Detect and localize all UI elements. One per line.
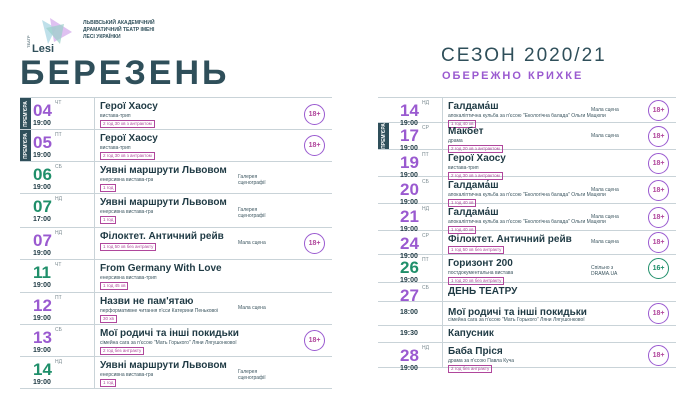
age-rating-badge: 18+ xyxy=(648,303,669,324)
event-row xyxy=(378,150,676,177)
row-divider xyxy=(442,98,443,122)
row-divider xyxy=(94,194,95,227)
event-title: Галдама́ш xyxy=(448,101,499,112)
event-venue: Мала сцена xyxy=(238,305,266,311)
day-number: 11 xyxy=(33,263,51,282)
theatre-logo xyxy=(20,14,180,54)
row-divider xyxy=(442,326,443,342)
day-of-week: ЧТ xyxy=(55,262,62,268)
event-genre: енерсивна вистава-трип xyxy=(100,275,157,281)
event-venue: Мала сцена xyxy=(238,240,266,246)
event-title: Мої родичі та інші покидьки xyxy=(448,307,587,318)
premiere-tag: ПРЕМ'ЄРА xyxy=(20,98,31,129)
event-title: Уявні маршрути Львовом xyxy=(100,165,227,176)
event-genre: вистава-трип xyxy=(100,145,131,151)
row-divider xyxy=(442,231,443,254)
duration-badge: 2 год без антракту xyxy=(448,365,492,373)
row-divider xyxy=(94,357,95,388)
event-title: Герої Хаосу xyxy=(448,153,506,164)
day-of-week: ПТ xyxy=(55,295,62,301)
event-time: 19:00 xyxy=(33,379,51,386)
event-time: 19:00 xyxy=(400,277,418,284)
event-row xyxy=(378,255,676,283)
event-time: 19:00 xyxy=(33,120,51,127)
event-time: 19:00 xyxy=(33,250,51,257)
duration-badge: 2 год 30 хв з антрактом xyxy=(100,120,155,128)
row-divider xyxy=(94,325,95,356)
day-number: 13 xyxy=(33,328,52,347)
svg-text:ТЕАТР: ТЕАТР xyxy=(26,35,31,48)
event-row xyxy=(378,204,676,231)
duration-badge: 1 год 50 хв без антракту xyxy=(448,246,504,254)
day-number: 14 xyxy=(33,360,52,379)
event-time: 19:30 xyxy=(400,329,418,337)
age-rating-badge: 18+ xyxy=(648,180,669,201)
age-rating-badge: 18+ xyxy=(304,233,325,254)
schedule-right xyxy=(378,97,676,372)
row-divider xyxy=(442,255,443,282)
day-of-week: СБ xyxy=(422,179,429,185)
event-venue: Мала сцена xyxy=(591,213,619,220)
event-title: Галдама́ш xyxy=(448,180,499,191)
event-time: 19:00 xyxy=(33,347,51,354)
event-genre: драма xyxy=(448,138,463,144)
event-title: Баба Пріся xyxy=(448,346,503,357)
event-genre: енерсивна вистава-гра xyxy=(100,372,154,378)
event-genre: вистава-трип xyxy=(100,113,131,119)
duration-badge: 2 год 30 хв з антрактом xyxy=(100,152,155,160)
row-divider xyxy=(94,162,95,193)
event-row xyxy=(20,260,332,293)
duration-badge: 1 год 40 хв xyxy=(448,120,476,128)
day-of-week: СР xyxy=(422,233,429,239)
duration-badge: 1 год 40 хв xyxy=(448,199,476,207)
event-title: ДЕНЬ ТЕАТРУ xyxy=(448,286,518,297)
event-row xyxy=(20,293,332,325)
event-row xyxy=(378,343,676,372)
row-divider xyxy=(442,123,443,149)
event-row xyxy=(20,228,332,260)
day-of-week: ЧТ xyxy=(55,100,62,106)
day-of-week: СБ xyxy=(422,285,429,291)
day-of-week: НД xyxy=(422,100,429,106)
event-title: Уявні маршрути Львовом xyxy=(100,197,227,208)
duration-badge: 1 год xyxy=(100,184,116,192)
event-time: 19:00 xyxy=(33,282,51,289)
day-of-week: СБ xyxy=(55,327,62,333)
day-number: 04 xyxy=(33,101,52,120)
day-number: 28 xyxy=(400,346,419,365)
event-row xyxy=(378,97,676,127)
day-of-week: СБ xyxy=(55,164,62,170)
day-of-week: ПТ xyxy=(55,132,62,138)
event-title: Уявні маршрути Львовом xyxy=(100,360,227,371)
event-title: Філоктет. Античний рейв xyxy=(100,231,224,242)
day-number: 06 xyxy=(33,165,52,184)
duration-badge: 1 год xyxy=(100,216,116,224)
event-title: Капусник xyxy=(448,327,494,339)
row-divider xyxy=(442,204,443,230)
age-rating-badge: 18+ xyxy=(648,100,669,121)
event-venue: Спільно з DRAMA.UA xyxy=(591,265,618,277)
event-row xyxy=(20,97,332,130)
event-venue: Галерея сценографії xyxy=(238,174,266,186)
event-time: 19:00 xyxy=(400,226,418,233)
event-title: Мої родичі та інші покидьки xyxy=(100,328,239,339)
event-row xyxy=(378,326,676,343)
duration-badge: 30 хв xyxy=(100,315,117,323)
day-of-week: НД xyxy=(55,196,62,202)
event-genre: вистава-трип xyxy=(448,165,479,171)
month-title: БЕРЕЗЕНЬ xyxy=(20,54,230,92)
row-divider xyxy=(442,283,443,301)
event-title: Герої Хаосу xyxy=(100,133,158,144)
row-divider xyxy=(94,260,95,292)
event-row xyxy=(378,302,676,326)
premiere-tag: ПРЕМ'ЄРА xyxy=(20,130,31,161)
event-genre: сімейна сага за п'єсою "Мать Горького" Ляни Лягушонкової xyxy=(448,317,585,323)
event-venue: Мала сцена xyxy=(591,132,619,139)
event-row xyxy=(20,162,332,194)
age-rating-badge: 18+ xyxy=(304,104,325,125)
premiere-tag: ПРЕМ'ЄРА xyxy=(378,123,389,149)
event-genre: перформативне читання п'єси Катерини Пенькової xyxy=(100,308,219,314)
schedule-left xyxy=(20,97,332,389)
event-row xyxy=(20,130,332,162)
event-row xyxy=(20,194,332,228)
duration-badge: 2 год без антракту xyxy=(100,347,144,355)
age-rating-badge: 18+ xyxy=(648,126,669,147)
day-of-week: НД xyxy=(55,230,62,236)
duration-badge: 2 год 20 хв з антрактом xyxy=(448,145,503,153)
event-genre: драма за п'єсою Павла Куча xyxy=(448,358,515,364)
event-time: 19:00 xyxy=(33,152,51,159)
event-title: Макбет xyxy=(448,126,484,137)
event-venue: Мала сцена xyxy=(591,239,619,245)
row-divider xyxy=(442,343,443,367)
event-title: From Germany With Love xyxy=(100,263,222,274)
event-time: 19:00 xyxy=(400,172,418,179)
row-divider xyxy=(94,130,95,161)
age-rating-badge: 18+ xyxy=(304,330,325,351)
event-time: 19:00 xyxy=(400,199,418,206)
day-of-week: ПТ xyxy=(422,152,429,158)
day-number: 19 xyxy=(400,153,419,172)
day-number: 07 xyxy=(33,231,52,250)
day-of-week: НД xyxy=(55,359,62,365)
event-time: 18:00 xyxy=(400,309,418,316)
duration-badge: 1 год 45 хв xyxy=(100,282,128,290)
day-of-week: НД xyxy=(422,345,429,351)
event-venue: Галерея сценографії xyxy=(238,207,266,219)
event-genre: енерсивна вистава-гра xyxy=(100,209,154,215)
age-rating-badge: 18+ xyxy=(648,153,669,174)
event-row xyxy=(20,357,332,389)
row-divider xyxy=(442,177,443,203)
event-title: Нaзви не пам'ятаю xyxy=(100,296,194,307)
event-title: Філоктет. Античний рейв xyxy=(448,234,572,245)
row-divider xyxy=(94,293,95,324)
event-genre: постдокументальна вистава xyxy=(448,270,514,276)
age-rating-badge: 18+ xyxy=(648,232,669,253)
age-rating-badge: 16+ xyxy=(648,258,669,279)
theatre-name: ЛЬВІВСЬКИЙ АКАДЕМІЧНИЙ ДРАМАТИЧНИЙ ТЕАТР ІМЕНІ ЛЕСІ УКРАЇНКИ xyxy=(83,20,155,40)
event-genre: енерсивна вистава-гра xyxy=(100,177,154,183)
day-number: 24 xyxy=(400,234,419,253)
day-number: 05 xyxy=(33,133,52,152)
event-time: 17:00 xyxy=(33,216,51,223)
row-divider xyxy=(94,228,95,259)
age-rating-badge: 18+ xyxy=(304,135,325,156)
duration-badge: 1 год 50 хв без антракту xyxy=(100,243,156,251)
event-venue: Галерея сценографії xyxy=(238,369,266,381)
event-title: Герої Хаосу xyxy=(100,101,158,112)
day-number: 20 xyxy=(400,180,419,199)
event-title: Горизонт 200 xyxy=(448,258,513,269)
day-number: 12 xyxy=(33,296,52,315)
event-time: 19:00 xyxy=(400,365,418,372)
season-title: СЕЗОН 2020/21 xyxy=(441,45,607,66)
event-time: 19:00 xyxy=(33,184,51,191)
event-row xyxy=(378,283,676,305)
event-genre: сімейна сага за п'єсою "Мать Горького" Ляни Лягушонкової xyxy=(100,340,237,346)
row-divider xyxy=(94,98,95,129)
event-genre: апокаліптична кульба за п'єсою "Екологічна балада" Ольги Мацюпи xyxy=(448,113,606,119)
event-time: 19:00 xyxy=(33,315,51,322)
event-genre: апокаліптична кульба за п'єсою "Екологічна балада" Ольги Мацюпи xyxy=(448,192,606,198)
event-row xyxy=(378,177,676,204)
day-number: 07 xyxy=(33,197,52,216)
logo-mark-icon xyxy=(20,14,80,54)
event-venue: Мала сцена xyxy=(591,107,619,113)
row-divider xyxy=(442,150,443,176)
svg-text:Lesi: Lesi xyxy=(32,43,55,54)
row-divider xyxy=(442,302,443,325)
event-time: 19:00 xyxy=(400,120,418,127)
day-number: 14 xyxy=(400,101,419,120)
age-rating-badge: 18+ xyxy=(648,207,669,228)
day-of-week: СР xyxy=(422,125,429,131)
event-genre: апокаліптична кульба за п'єсою "Екологічна балада" Ольги Мацюпи xyxy=(448,219,606,225)
season-tagline: ОБЕРЕЖНО КРИХКЕ xyxy=(442,70,584,82)
event-row xyxy=(20,325,332,357)
duration-badge: 2 год 30 хв з антрактом xyxy=(448,172,503,180)
duration-badge: 1 год 20 хв без антракту xyxy=(448,277,504,285)
day-number: 27 xyxy=(400,286,419,305)
event-row xyxy=(378,123,676,150)
age-rating-badge: 18+ xyxy=(648,345,669,366)
day-number: 26 xyxy=(400,258,419,277)
event-title: Галдама́ш xyxy=(448,207,499,218)
duration-badge: 1 год 40 хв xyxy=(448,226,476,234)
day-of-week: НД xyxy=(422,206,429,212)
day-of-week: ПТ xyxy=(422,257,429,263)
event-venue: Мала сцена xyxy=(591,186,619,193)
day-number: 21 xyxy=(400,207,419,226)
day-number: 17 xyxy=(400,126,419,145)
event-time: 19:00 xyxy=(400,253,418,260)
duration-badge: 1 год xyxy=(100,379,116,387)
event-time: 19:00 xyxy=(400,145,418,152)
